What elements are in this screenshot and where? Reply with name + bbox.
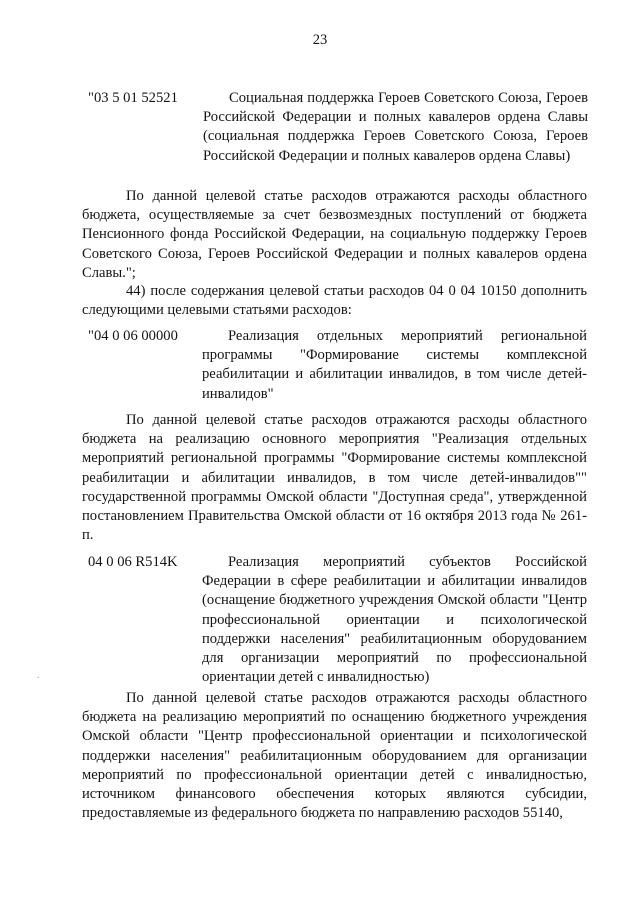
page-number: 23: [312, 32, 328, 48]
entry-title: Социальная поддержка Героев Советского Союза, Героев Российской Федерации и полных кавалеров ордена Славы (социальная поддержка Героев Советского Союза, Героев Российской Федерации и полных кавалеров ордена Славы): [203, 90, 588, 164]
paragraph-2: [82, 282, 587, 320]
budget-code: "03 5 01 52521: [88, 90, 178, 106]
margin-mark: .: [37, 670, 40, 681]
paragraph-text: По данной целевой статье расходов отражаются расходы областного бюджета, осуществляемые за счет безвозмездных поступлений от бюджета Пенсионного фонда Российской Федерации, на социальную поддержку Героев Советского Союза, Героев Российской Федерации и полных кавалеров ордена Славы.";: [82, 188, 587, 281]
paragraph-1: [82, 187, 587, 283]
paragraph-text: По данной целевой статье расходов отражаются расходы областного бюджета на реализацию мероприятий по оснащению бюджетного учреждения Омской области "Центр профессиональной ориентации и психологической поддержки населения" реабилитационным оборудованием для организации мероприятий по профессиональной ориентации детей с инвалидностью, источником финансового обеспечения которых являются субсидии, предоставляемые из федерального бюджета по направлению расходов 55140,: [82, 690, 587, 822]
budget-code: "04 0 06 00000: [88, 328, 178, 344]
paragraph-text: 44) после содержания целевой статьи расходов 04 0 04 10150 дополнить следующими целевыми статьями расходов:: [82, 283, 587, 319]
paragraph-4: [82, 689, 587, 823]
budget-code: 04 0 06 R514K: [88, 554, 178, 570]
entry-title: Реализация мероприятий субъектов Российской Федерации в сфере реабилитации и абилитации инвалидов (оснащение бюджетного учреждения Омской области "Центр профессиональной ориентации и психологической поддержки населения" реабилитационным оборудованием для организации мероприятий по профессиональной ориентации детей с инвалидностью): [202, 554, 587, 686]
paragraph-3: [82, 411, 587, 545]
entry-title: Реализация отдельных мероприятий региональной программы "Формирование системы комплексной реабилитации и абилитации инвалидов, в том числе детей-инвалидов": [202, 328, 587, 402]
paragraph-text: По данной целевой статье расходов отражаются расходы областного бюджета на реализацию основного мероприятия "Реализация отдельных мероприятий региональной программы "Формирование системы комплексной реабилитации и абилитации инвалидов, в том числе детей-инвалидов"" государственной программы Омской области "Доступная среда", утвержденной постановлением Правительства Омской области от 16 октября 2013 года № 261-п.: [82, 412, 587, 544]
